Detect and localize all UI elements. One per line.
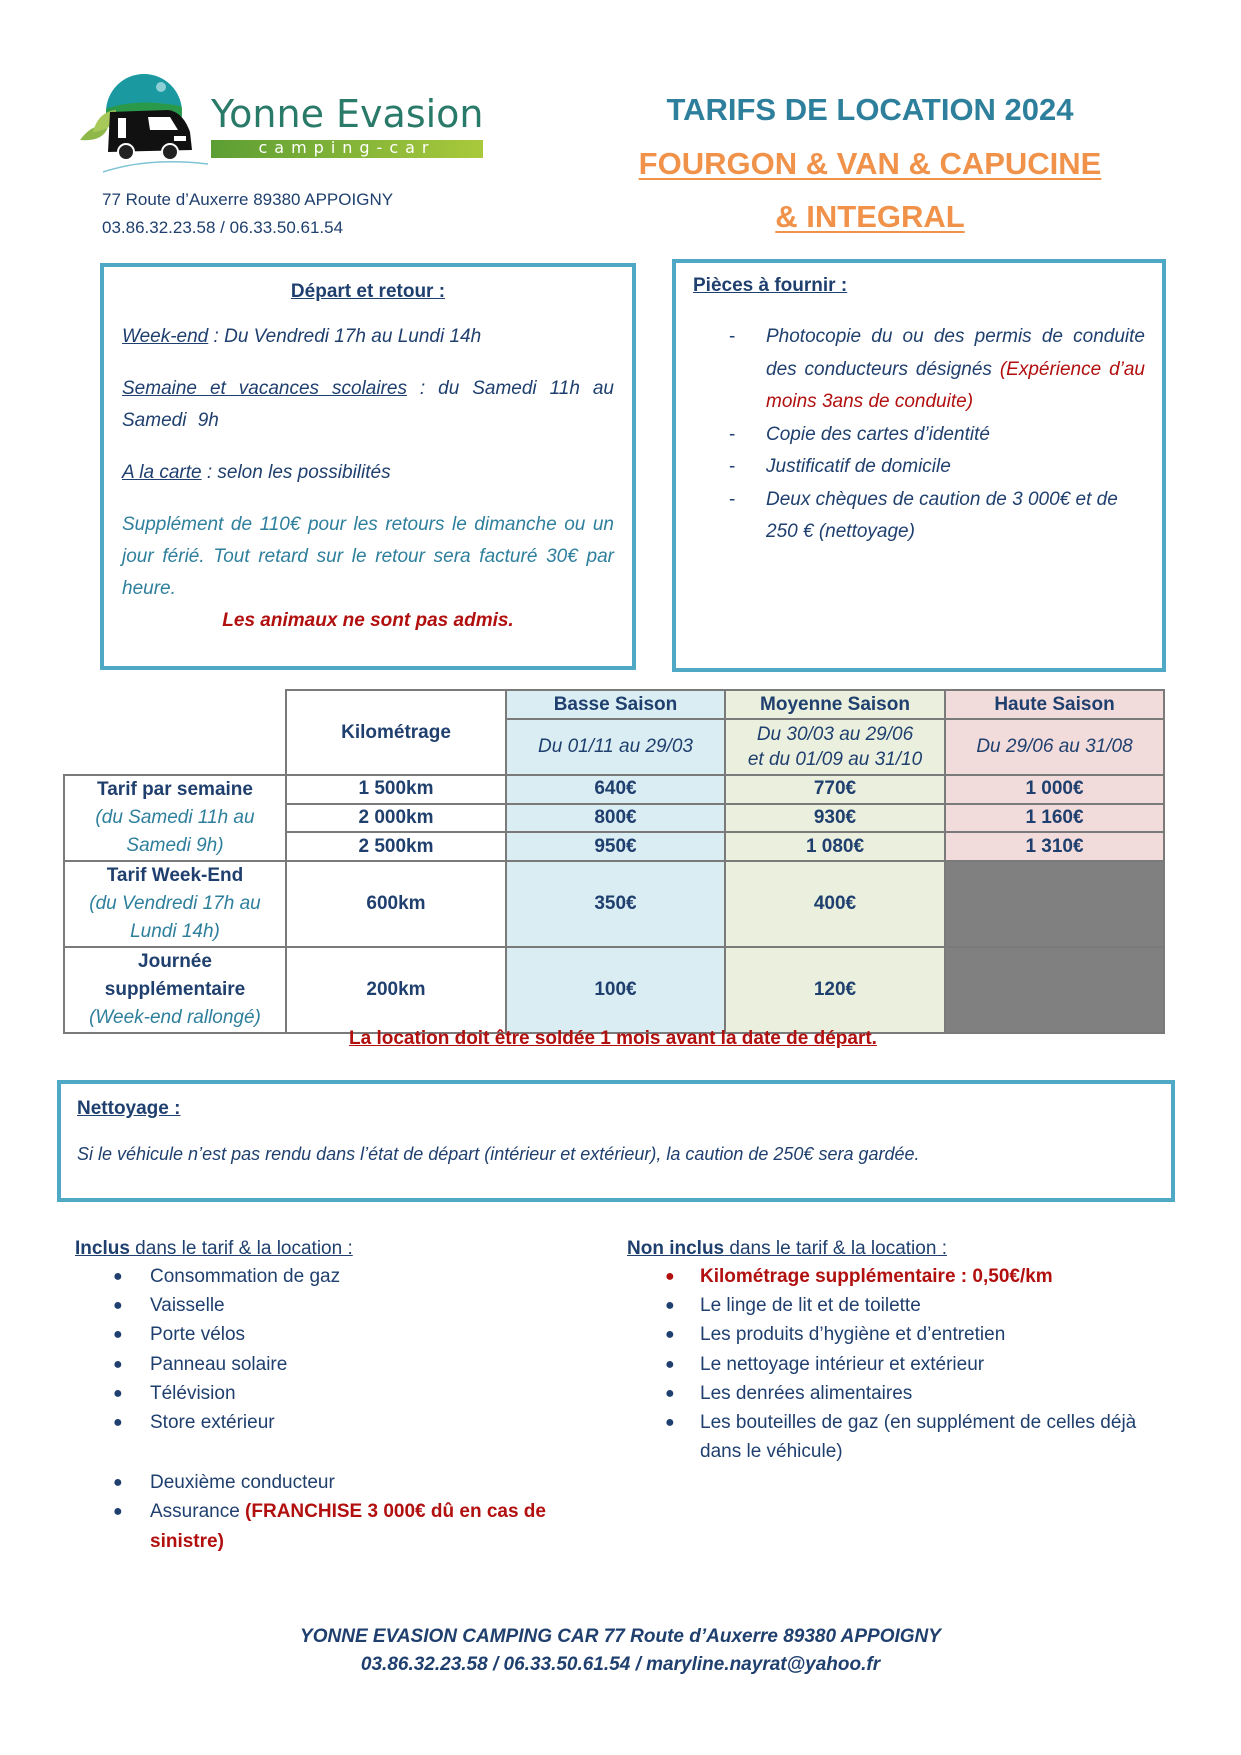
list-item-highlight: [627, 1262, 1167, 1291]
list-item: [627, 1408, 1167, 1466]
inclus-list-2: [75, 1468, 575, 1556]
bullet-icon: ●: [665, 1326, 675, 1344]
item-red-text: (Expérience d’au moins 3ans de conduite): [766, 358, 1145, 412]
inclus-section: [75, 1238, 575, 1556]
carte-label: A la carte: [122, 462, 202, 483]
contact-address: 77 Route d’Auxerre 89380 APPOIGNY: [102, 190, 394, 209]
animaux-notice: Les animaux ne sont pas admis.: [222, 610, 514, 631]
km-cell: 600km: [286, 861, 506, 947]
row-sublabel: (Week-end rallongé): [89, 1007, 261, 1028]
item-text: Les denrées alimentaires: [700, 1382, 913, 1404]
item-text: Deux chèques de caution de 3 000€ et de 250 € (nettoyage): [766, 488, 1118, 542]
km-cell: 2 500km: [286, 832, 506, 861]
price-cell: 1 160€: [945, 804, 1164, 833]
item-text: Assurance: [150, 1501, 246, 1523]
list-item: [627, 1291, 1167, 1320]
season-basse-dates: Du 01/11 au 29/03: [506, 719, 725, 775]
bullet-icon: ●: [665, 1384, 675, 1402]
subtitle-2-text: & INTEGRAL: [775, 199, 965, 234]
bullet-icon: ●: [665, 1268, 675, 1285]
logo-tagline-text: camping-car: [258, 138, 436, 157]
page-title: TARIFS DE LOCATION 2024: [666, 92, 1074, 127]
subtitle-1-text: FOURGON & VAN & CAPUCINE: [638, 146, 1102, 181]
item-text: Justificatif de domicile: [766, 456, 951, 477]
table-header-row: [64, 690, 1164, 719]
season-haute-header: Haute Saison: [945, 690, 1164, 719]
item-text: Porte vélos: [150, 1324, 246, 1346]
item-text: Deuxième conducteur: [150, 1472, 335, 1494]
page-subtitle-2: [560, 199, 1180, 235]
bullet-icon: ●: [665, 1355, 675, 1373]
semaine-label: Semaine et vacances scolaires: [122, 378, 407, 399]
row-sublabel: (du Samedi 11h au Samedi 9h): [95, 807, 255, 856]
list-item: [75, 1379, 575, 1408]
item-text: Panneau solaire: [150, 1353, 288, 1375]
price-cell: 1 000€: [945, 775, 1164, 804]
list-item: [75, 1320, 575, 1349]
row-label-2: supplémentaire: [104, 979, 246, 1000]
row-label: Journée: [138, 951, 212, 972]
price-cell: 950€: [506, 832, 725, 861]
item-text: Copie des cartes d’identité: [766, 423, 990, 445]
non-inclus-list: [627, 1262, 1167, 1466]
bullet-icon: ●: [113, 1474, 123, 1492]
bullet-icon: ●: [665, 1297, 675, 1315]
item-text: Télévision: [150, 1382, 236, 1404]
km-cell: 1 500km: [286, 775, 506, 804]
footer-address: YONNE EVASION CAMPING CAR 77 Route d’Auxerre 89380 APPOIGNY: [300, 1626, 941, 1647]
list-item: [75, 1408, 575, 1437]
heading-text: Départ et retour :: [290, 281, 446, 302]
heading-text: Nettoyage :: [77, 1098, 181, 1119]
dates-line-2: et du 01/09 au 31/10: [747, 749, 923, 770]
heading-rest: dans le tarif & la location :: [129, 1238, 353, 1259]
list-item: [627, 1379, 1167, 1408]
journee-label-cell: [64, 947, 286, 1033]
bullet-icon: ●: [113, 1297, 123, 1315]
supplement-text: Supplément de 110€ pour les retours le dimanche ou un jour férié. Tout retard sur le retour sera facturé 30€ par heure.: [122, 514, 614, 599]
row-sublabel: (du Vendredi 17h au Lundi 14h): [89, 893, 261, 942]
footer-contact: 03.86.32.23.58 / 06.33.50.61.54 / maryline.nayrat@yahoo.fr: [360, 1654, 881, 1675]
dash-bullet-icon: -: [729, 326, 736, 347]
depart-retour-heading: [122, 281, 614, 303]
dash-bullet-icon: -: [729, 423, 736, 445]
list-item: [693, 484, 1145, 549]
non-inclus-heading: [627, 1238, 1167, 1260]
price-cell: 930€: [725, 804, 945, 833]
contact-phones: 03.86.32.23.58 / 06.33.50.61.54: [102, 218, 344, 237]
payment-notice: La location doit être soldée 1 mois avant la date de départ.: [349, 1028, 877, 1049]
table-row: [64, 775, 1164, 804]
km-cell: 200km: [286, 947, 506, 1033]
nettoyage-text: Si le véhicule n’est pas rendu dans l’état de départ (intérieur et extérieur), la caution de 250€ sera gardée.: [77, 1144, 920, 1164]
nettoyage-heading: [77, 1098, 1155, 1120]
season-moyenne-dates: [725, 719, 945, 775]
list-item: [75, 1468, 575, 1497]
list-item: [693, 451, 1145, 484]
table-row: [64, 861, 1164, 947]
price-cell: 800€: [506, 804, 725, 833]
item-text: Kilométrage supplémentaire : 0,50€/km: [700, 1266, 1053, 1287]
dash-bullet-icon: -: [729, 456, 736, 477]
heading-rest: dans le tarif & la location :: [724, 1238, 947, 1259]
item-text: Photocopie du ou des permis de conduite des conducteurs désignés: [766, 326, 1145, 380]
list-item: [75, 1262, 575, 1291]
table-row: [64, 947, 1164, 1033]
semaine-label-cell: [64, 775, 286, 861]
row-label: Tarif Week-End: [106, 865, 244, 886]
list-item: [75, 1497, 575, 1555]
price-cell: 120€: [725, 947, 945, 1033]
page-subtitle-1: [560, 146, 1180, 182]
unavailable-cell: [945, 947, 1164, 1033]
km-header: Kilométrage: [286, 690, 506, 775]
heading-bold: Non inclus: [627, 1238, 725, 1259]
logo-brand-text: Yonne Evasion: [211, 92, 484, 136]
footer: [0, 1623, 1241, 1679]
list-item: [627, 1320, 1167, 1349]
depart-retour-box: [100, 263, 636, 670]
bullet-icon: ●: [113, 1326, 123, 1344]
camping-car-logo-icon: [78, 72, 208, 177]
item-text: Le linge de lit et de toilette: [700, 1295, 921, 1317]
dash-bullet-icon: -: [729, 488, 736, 510]
semaine-line: [122, 373, 614, 437]
season-haute-dates: Du 29/06 au 31/08: [945, 719, 1164, 775]
list-item: [693, 419, 1145, 452]
item-text: Store extérieur: [150, 1412, 275, 1434]
price-cell: 640€: [506, 775, 725, 804]
logo: [78, 72, 488, 177]
pieces-list: [693, 321, 1145, 549]
non-inclus-section: [627, 1238, 1167, 1466]
item-text: Vaisselle: [150, 1295, 225, 1317]
item-text: Les produits d’hygiène et d’entretien: [700, 1324, 1006, 1346]
table-corner: [64, 690, 286, 775]
heading-bold: Inclus: [75, 1238, 130, 1259]
bullet-icon: ●: [113, 1503, 123, 1521]
weekend-label: Week-end: [122, 326, 209, 347]
pieces-box: [672, 259, 1166, 672]
price-cell: 400€: [725, 861, 945, 947]
price-cell: 1 310€: [945, 832, 1164, 861]
heading-text: Pièces à fournir :: [693, 275, 848, 296]
inclus-list: [75, 1262, 575, 1437]
weekend-text: : Du Vendredi 17h au Lundi 14h: [208, 326, 482, 347]
bullet-icon: ●: [113, 1268, 123, 1285]
bullet-icon: ●: [113, 1355, 123, 1373]
price-cell: 1 080€: [725, 832, 945, 861]
item-red-text: (FRANCHISE 3 000€ dû en cas de sinistre): [150, 1501, 546, 1552]
weekend-label-cell: [64, 861, 286, 947]
spacer: [75, 1437, 575, 1466]
bullet-icon: ●: [665, 1414, 675, 1432]
bullet-icon: ●: [113, 1414, 123, 1432]
nettoyage-box: [57, 1080, 1175, 1202]
carte-text: : selon les possibilités: [201, 462, 391, 483]
pieces-heading: [693, 275, 1145, 297]
unavailable-cell: [945, 861, 1164, 947]
item-text: Consommation de gaz: [150, 1266, 341, 1287]
km-cell: 2 000km: [286, 804, 506, 833]
row-label: Tarif par semaine: [97, 779, 253, 800]
dates-line-1: Du 30/03 au 29/06: [756, 724, 914, 745]
price-cell: 100€: [506, 947, 725, 1033]
item-text: Les bouteilles de gaz (en supplément de celles déjà dans le véhicule): [700, 1412, 1137, 1463]
bullet-icon: ●: [113, 1384, 123, 1402]
inclus-heading: [75, 1238, 575, 1260]
season-moyenne-header: Moyenne Saison: [725, 690, 945, 719]
carte-line: [122, 457, 614, 489]
tarif-table: [63, 689, 1165, 1034]
list-item: [75, 1291, 575, 1320]
item-text: Le nettoyage intérieur et extérieur: [700, 1353, 985, 1375]
season-basse-header: Basse Saison: [506, 690, 725, 719]
list-item: [75, 1350, 575, 1379]
list-item: [693, 321, 1145, 419]
price-cell: 350€: [506, 861, 725, 947]
price-cell: 770€: [725, 775, 945, 804]
weekend-line: [122, 321, 614, 353]
list-item: [627, 1350, 1167, 1379]
semaine-text: : du Samedi 11h au Samedi 9h: [122, 378, 614, 431]
